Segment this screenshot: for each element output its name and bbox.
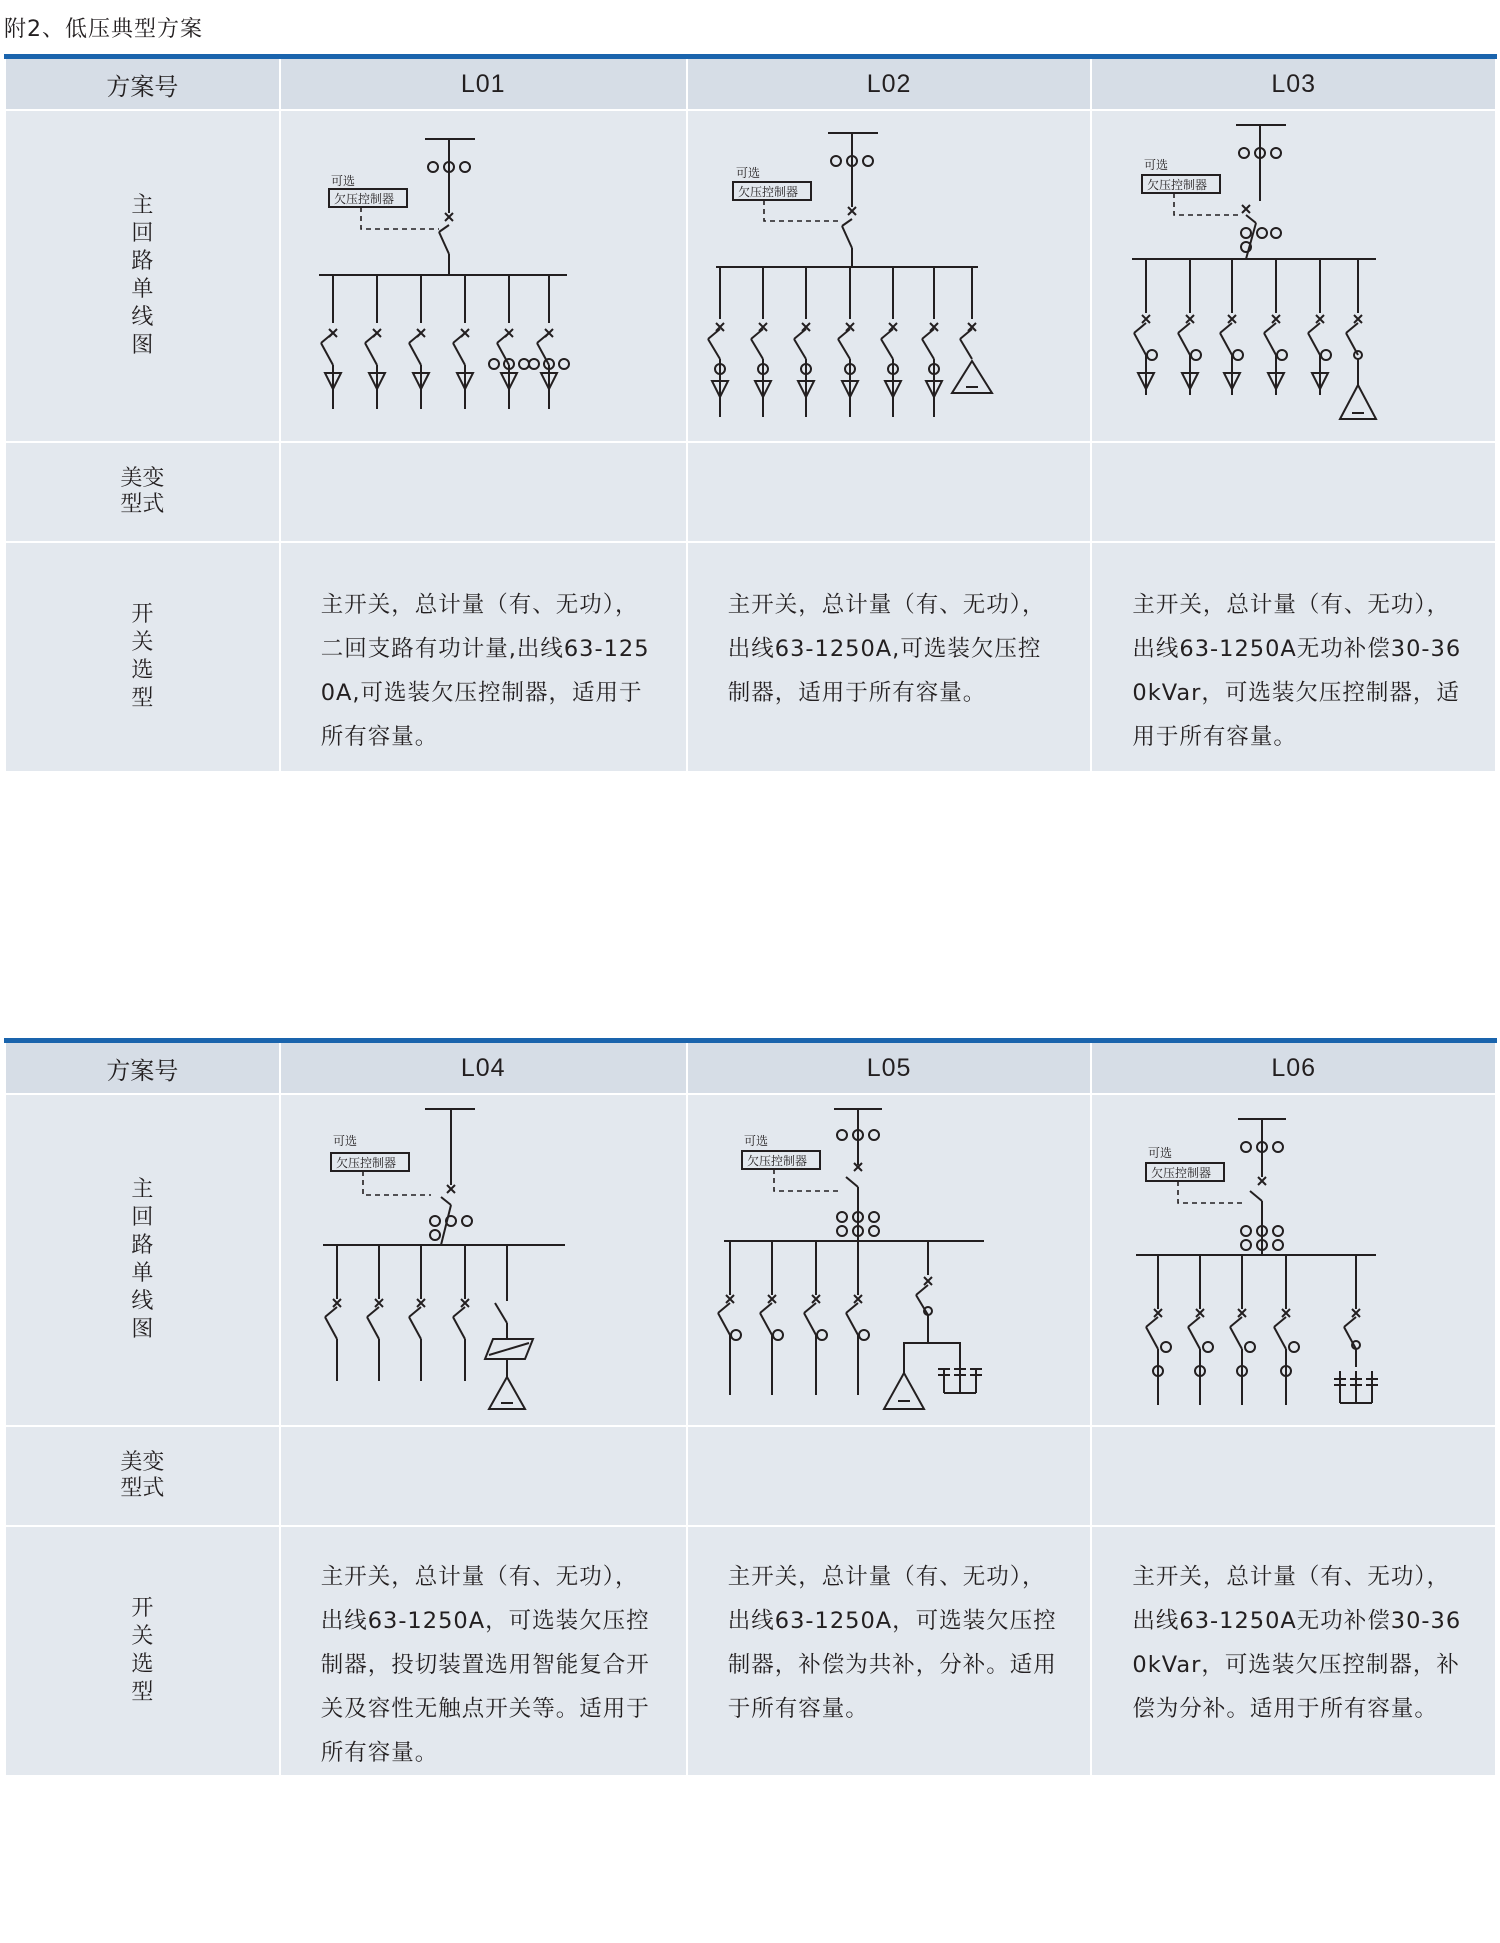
scheme-header-row (5, 1041, 1496, 1095)
scheme-number-label: 方案号 (5, 1041, 280, 1095)
scheme-id-l02: L02 (687, 57, 1092, 111)
diagram-row (5, 110, 1496, 442)
feeder-branches (708, 267, 992, 417)
main-circuit-label: 主回路单线图 (5, 1094, 280, 1426)
cabinet-type-l06 (1091, 1426, 1496, 1526)
single-line-diagram-l02 (688, 111, 1013, 441)
cabinet-type-row (5, 1426, 1496, 1526)
single-line-diagram-l04 (281, 1095, 608, 1425)
cabinet-type-l02 (687, 442, 1092, 542)
optional-label: 可选 (743, 1134, 768, 1148)
undervoltage-controller-label: 欠压控制器 (335, 1156, 396, 1170)
description-l03: 主开关，总计量（有、无功），出线63-1250A无功补偿30-360kVar，可选装欠压控制器，适用于所有容量。 (1091, 542, 1496, 772)
switch-selection-label: 开关选型 (5, 542, 280, 772)
scheme-id-l01: L01 (280, 57, 687, 111)
description-l04: 主开关，总计量（有、无功），出线63-1250A，可选装欠压控制器，投切装置选用智能复合开关及容性无触点开关等。适用于所有容量。 (280, 1526, 687, 1776)
optional-label: 可选 (332, 1134, 357, 1148)
switch-selection-row (5, 1526, 1496, 1776)
feeder-branches (325, 1245, 533, 1409)
page-title: 附2、低压典型方案 (4, 17, 203, 42)
undervoltage-controller-label: 欠压控制器 (1147, 178, 1208, 192)
diagram-l05 (687, 1094, 1092, 1426)
optional-label: 可选 (1148, 1146, 1173, 1160)
scheme-table-1 (4, 54, 1497, 773)
single-line-diagram-l01 (281, 111, 608, 441)
diagram-l06 (1091, 1094, 1496, 1426)
undervoltage-controller-label: 欠压控制器 (1151, 1166, 1212, 1180)
feeder-branches (1146, 1255, 1378, 1405)
undervoltage-controller-label: 欠压控制器 (737, 185, 798, 199)
cabinet-type-l01 (280, 442, 687, 542)
diagram-l02 (687, 110, 1092, 442)
diagram-l03 (1091, 110, 1496, 442)
scheme-id-l04: L04 (280, 1041, 687, 1095)
undervoltage-controller-label: 欠压控制器 (746, 1154, 807, 1168)
scheme-table-2 (4, 1038, 1497, 1777)
single-line-diagram-l05 (688, 1095, 1013, 1425)
diagram-l04 (280, 1094, 687, 1426)
feeder-branches (321, 275, 569, 409)
scheme-number-label: 方案号 (5, 57, 280, 111)
optional-label: 可选 (1144, 158, 1169, 172)
scheme-id-l03: L03 (1091, 57, 1496, 111)
cabinet-type-row (5, 442, 1496, 542)
description-l01: 主开关，总计量（有、无功），二回支路有功计量,出线63-1250A,可选装欠压控制器，适用于所有容量。 (280, 542, 687, 772)
scheme-id-l05: L05 (687, 1041, 1092, 1095)
main-circuit-label: 主回路单线图 (5, 110, 280, 442)
switch-selection-label: 开关选型 (5, 1526, 280, 1776)
optional-label: 可选 (735, 166, 760, 180)
cabinet-type-label: 美变型式 (5, 1426, 280, 1526)
cabinet-type-l03 (1091, 442, 1496, 542)
single-line-diagram-l06 (1092, 1095, 1417, 1425)
feeder-branches (1134, 259, 1376, 419)
cabinet-type-label: 美变型式 (5, 442, 280, 542)
scheme-id-l06: L06 (1091, 1041, 1496, 1095)
scheme-header-row (5, 57, 1496, 111)
diagram-row (5, 1094, 1496, 1426)
description-l02: 主开关，总计量（有、无功），出线63-1250A,可选装欠压控制器，适用于所有容量。 (687, 542, 1092, 772)
feeder-branches (718, 1241, 982, 1409)
optional-label: 可选 (330, 174, 355, 188)
single-line-diagram-l03 (1092, 111, 1417, 441)
switch-selection-row (5, 542, 1496, 772)
cabinet-type-l04 (280, 1426, 687, 1526)
undervoltage-controller-label: 欠压控制器 (333, 192, 394, 206)
diagram-l01 (280, 110, 687, 442)
description-l06: 主开关，总计量（有、无功），出线63-1250A无功补偿30-360kVar，可选装欠压控制器，补偿为分补。适用于所有容量。 (1091, 1526, 1496, 1776)
cabinet-type-l05 (687, 1426, 1092, 1526)
description-l05: 主开关，总计量（有、无功），出线63-1250A，可选装欠压控制器，补偿为共补，分补。适用于所有容量。 (687, 1526, 1092, 1776)
